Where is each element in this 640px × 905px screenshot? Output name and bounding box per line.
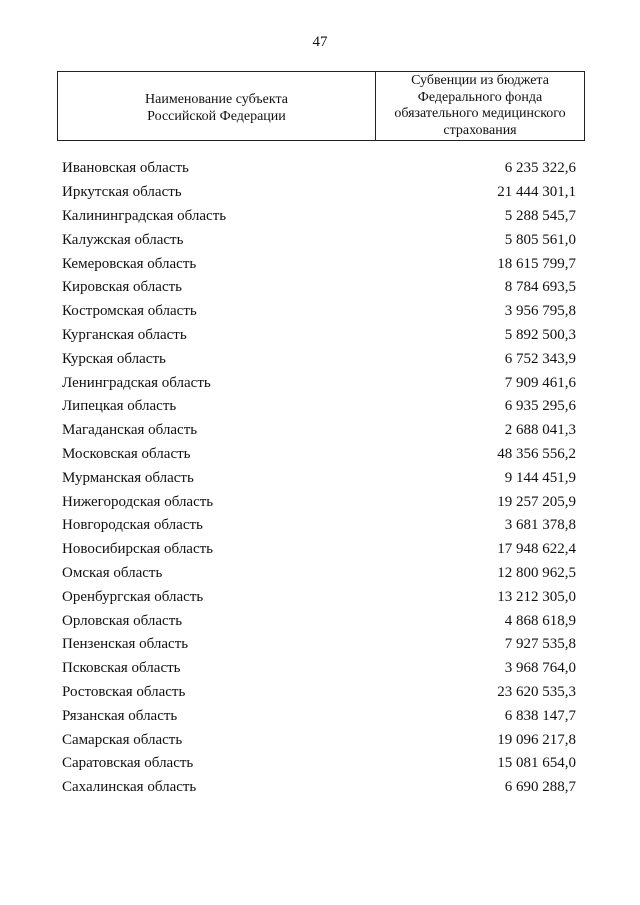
- table-row: [62, 490, 576, 514]
- region-name-cell: Калининградская область: [62, 207, 227, 224]
- table-row: [62, 205, 576, 229]
- subvention-amount-cell: 6 690 288,7: [504, 779, 576, 796]
- subvention-amount-cell: 7 927 535,8: [504, 636, 576, 653]
- subvention-amount-cell: 5 892 500,3: [504, 326, 576, 343]
- subvention-amount-cell: 19 257 205,9: [497, 493, 576, 510]
- region-name-cell: Оренбургская область: [62, 588, 204, 605]
- page-number: 47: [312, 34, 328, 50]
- table-row: [62, 157, 576, 181]
- subvention-amount-cell: 3 956 795,8: [504, 303, 576, 320]
- subvention-amount-cell: 7 909 461,6: [504, 374, 576, 391]
- table-row: [62, 324, 576, 348]
- subvention-amount-cell: 5 288 545,7: [504, 207, 576, 224]
- subvention-amount-cell: 18 615 799,7: [497, 255, 576, 272]
- table-body: [62, 157, 576, 800]
- subvention-amount-cell: 21 444 301,1: [497, 184, 576, 201]
- table-row: [62, 466, 576, 490]
- table-row: [62, 300, 576, 324]
- subvention-amount-cell: 3 681 378,8: [504, 517, 576, 534]
- subvention-amount-cell: 8 784 693,5: [504, 279, 576, 296]
- table-row: [62, 776, 576, 800]
- subvention-amount-cell: 2 688 041,3: [504, 422, 576, 439]
- region-name-cell: Новосибирская область: [62, 541, 214, 558]
- region-name-cell: Пензенская область: [62, 636, 189, 653]
- table-row: [62, 252, 576, 276]
- column-header-subvention: [376, 72, 584, 140]
- region-name-cell: Самарская область: [62, 731, 183, 748]
- region-name-cell: Иркутская область: [62, 184, 182, 201]
- subvention-amount-cell: 23 620 535,3: [497, 683, 576, 700]
- region-name-cell: Ленинградская область: [62, 374, 211, 391]
- table-row: [62, 228, 576, 252]
- table-row: [62, 181, 576, 205]
- region-name-cell: Курганская область: [62, 326, 187, 343]
- region-name-cell: Кировская область: [62, 279, 183, 296]
- table-row: [62, 585, 576, 609]
- region-name-cell: Костромская область: [62, 303, 197, 320]
- region-name-cell: Ростовская область: [62, 683, 186, 700]
- region-name-cell: Липецкая область: [62, 398, 177, 415]
- column-header-subject: [58, 72, 376, 140]
- table-row: [62, 657, 576, 681]
- subvention-amount-cell: 48 356 556,2: [497, 445, 576, 462]
- table-row: [62, 633, 576, 657]
- subvention-amount-cell: 6 838 147,7: [504, 707, 576, 724]
- subvention-amount-cell: 17 948 622,4: [497, 541, 576, 558]
- region-name-cell: Саратовская область: [62, 755, 194, 772]
- region-name-cell: Псковская область: [62, 660, 181, 677]
- region-name-cell: Омская область: [62, 564, 163, 581]
- subvention-amount-cell: 12 800 962,5: [497, 564, 576, 581]
- region-name-cell: Ивановская область: [62, 160, 189, 177]
- table-header: [57, 71, 585, 141]
- region-name-cell: Калужская область: [62, 231, 184, 248]
- subvention-amount-cell: 13 212 305,0: [497, 588, 576, 605]
- subvention-amount-cell: 3 968 764,0: [504, 660, 576, 677]
- subvention-amount-cell: 9 144 451,9: [504, 469, 576, 486]
- subvention-amount-cell: 6 935 295,6: [504, 398, 576, 415]
- column-header-subvention-label: Субвенции из бюджета Федерального фонда обязательного медицинского страхования: [394, 73, 566, 138]
- table-row: [62, 514, 576, 538]
- region-name-cell: Рязанская область: [62, 707, 178, 724]
- subvention-amount-cell: 19 096 217,8: [497, 731, 576, 748]
- table-row: [62, 371, 576, 395]
- subvention-amount-cell: 5 805 561,0: [504, 231, 576, 248]
- table-row: [62, 395, 576, 419]
- table-row: [62, 704, 576, 728]
- subvention-amount-cell: 6 752 343,9: [504, 350, 576, 367]
- table-row: [62, 728, 576, 752]
- region-name-cell: Новгородская область: [62, 517, 203, 534]
- region-name-cell: Мурманская область: [62, 469, 194, 486]
- table-row: [62, 419, 576, 443]
- table-row: [62, 443, 576, 467]
- region-name-cell: Орловская область: [62, 612, 183, 629]
- table-row: [62, 562, 576, 586]
- table-row: [62, 681, 576, 705]
- table-row: [62, 276, 576, 300]
- subvention-amount-cell: 15 081 654,0: [497, 755, 576, 772]
- table-row: [62, 538, 576, 562]
- table-row: [62, 609, 576, 633]
- region-name-cell: Нижегородская область: [62, 493, 214, 510]
- subvention-amount-cell: 6 235 322,6: [504, 160, 576, 177]
- table-row: [62, 347, 576, 371]
- subvention-amount-cell: 4 868 618,9: [504, 612, 576, 629]
- table-row: [62, 752, 576, 776]
- region-name-cell: Кемеровская область: [62, 255, 197, 272]
- column-header-subject-label: Наименование субъекта Российской Федерации: [145, 92, 288, 124]
- region-name-cell: Магаданская область: [62, 422, 198, 439]
- region-name-cell: Сахалинская область: [62, 779, 197, 796]
- region-name-cell: Московская область: [62, 445, 191, 462]
- region-name-cell: Курская область: [62, 350, 166, 367]
